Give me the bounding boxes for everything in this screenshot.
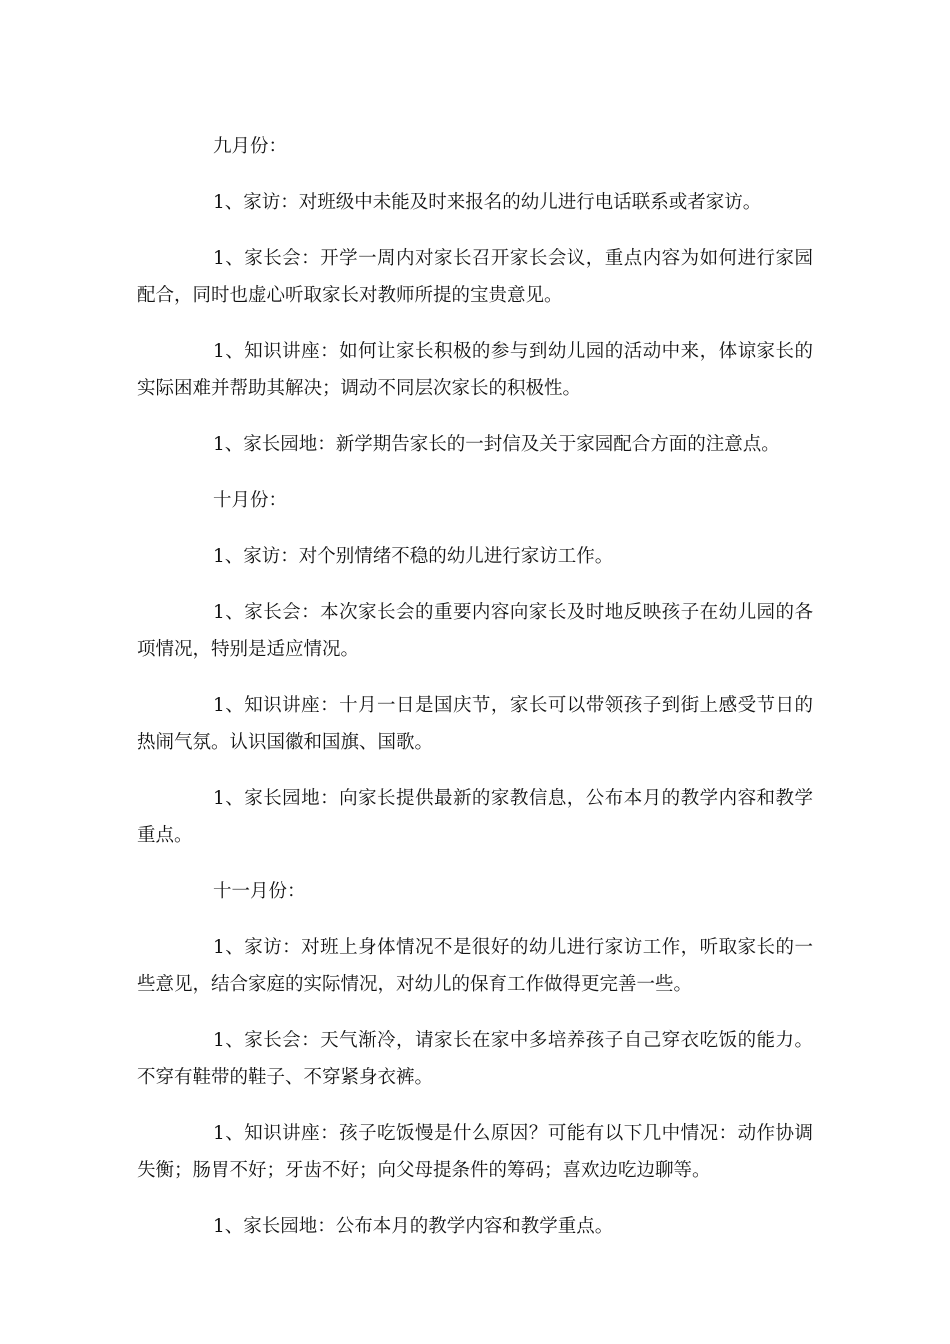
- paragraph-parent-meeting: 1、家长会：本次家长会的重要内容向家长及时地反映孩子在幼儿园的各项情况，特别是适应情况。: [137, 602, 813, 660]
- document-page: [137, 128, 813, 1264]
- paragraph-parent-corner: 1、家长园地：向家长提供最新的家教信息，公布本月的教学内容和教学重点。: [137, 788, 813, 846]
- paragraph-parent-corner: 1、家长园地：公布本月的教学内容和教学重点。: [213, 1216, 614, 1237]
- paragraph-lecture: 1、知识讲座：如何让家长积极的参与到幼儿园的活动中来，体谅家长的实际困难并帮助其解决；调动不同层次家长的积极性。: [137, 341, 813, 399]
- paragraph-home-visit: 1、家访：对班级中未能及时来报名的幼儿进行电话联系或者家访。: [213, 192, 762, 213]
- paragraph-home-visit: 1、家访：对个别情绪不稳的幼儿进行家访工作。: [213, 546, 614, 567]
- paragraph-home-visit: 1、家访：对班上身体情况不是很好的幼儿进行家访工作，听取家长的一些意见，结合家庭的实际情况，对幼儿的保育工作做得更完善一些。: [137, 937, 813, 995]
- paragraph-parent-meeting: 1、家长会：开学一周内对家长召开家长会议，重点内容为如何进行家园配合，同时也虚心听取家长对教师所提的宝贵意见。: [137, 248, 813, 306]
- month-heading-october: 十月份：: [213, 490, 288, 511]
- month-heading-september: 九月份：: [213, 136, 288, 157]
- paragraph-parent-corner: 1、家长园地：新学期告家长的一封信及关于家园配合方面的注意点。: [213, 434, 780, 455]
- paragraph-parent-meeting: 1、家长会：天气渐冷，请家长在家中多培养孩子自己穿衣吃饭的能力。不穿有鞋带的鞋子、不穿紧身衣裤。: [137, 1030, 813, 1088]
- month-heading-november: 十一月份：: [213, 881, 306, 902]
- paragraph-lecture: 1、知识讲座：十月一日是国庆节，家长可以带领孩子到街上感受节日的热闹气氛。认识国徽和国旗、国歌。: [137, 695, 813, 753]
- paragraph-lecture: 1、知识讲座：孩子吃饭慢是什么原因？可能有以下几中情况：动作协调失衡；肠胃不好；牙齿不好；向父母提条件的筹码；喜欢边吃边聊等。: [137, 1123, 813, 1181]
